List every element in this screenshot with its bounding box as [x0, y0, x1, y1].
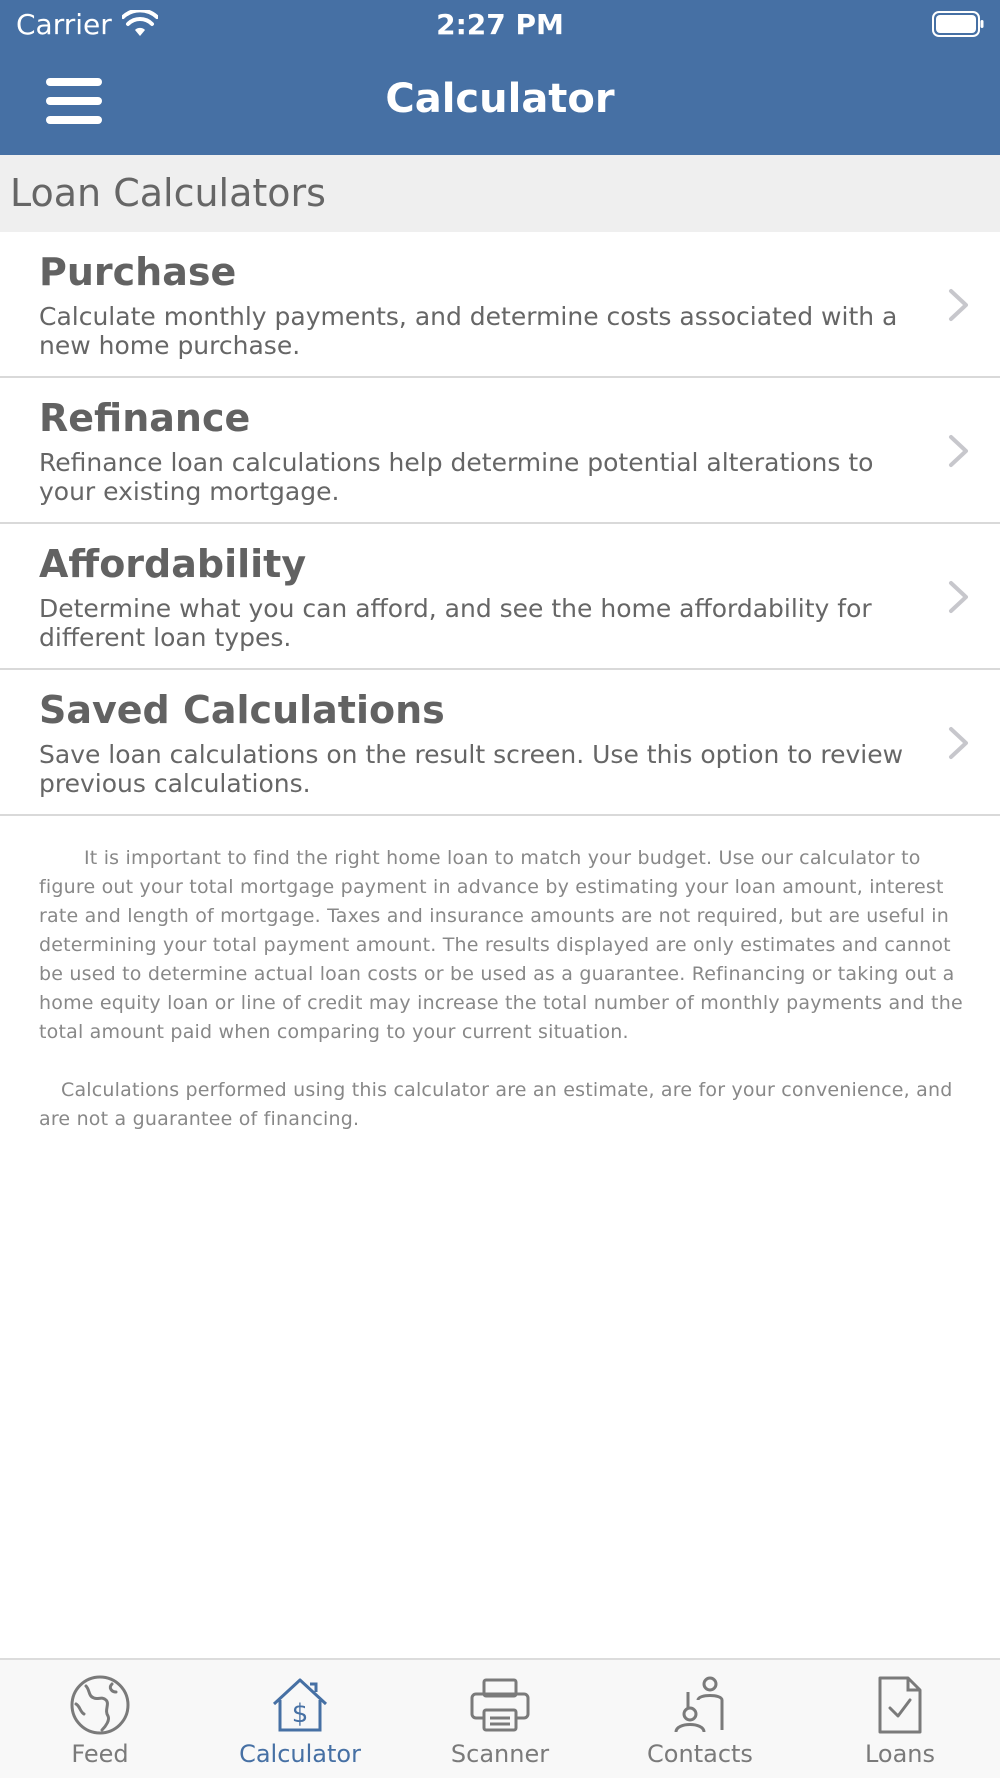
- tab-label: Scanner: [450, 1740, 550, 1768]
- section-title: Loan Calculators: [10, 171, 326, 215]
- tab-loans[interactable]: [800, 1660, 1000, 1778]
- tab-calculator[interactable]: [200, 1660, 400, 1778]
- house-dollar-icon: [268, 1674, 332, 1736]
- status-time: 2:27 PM: [436, 8, 564, 41]
- chevron-right-icon: [948, 288, 970, 322]
- list-item-description: Refinance loan calculations help determine potential alterations to your existing mortgage.: [39, 448, 874, 506]
- list-item-title: Purchase: [39, 250, 237, 294]
- list-item-description: Calculate monthly payments, and determine costs associated with a new home purchase.: [39, 302, 898, 360]
- tab-scanner[interactable]: [400, 1660, 600, 1778]
- list-item-description: Save loan calculations on the result screen. Use this option to review previous calculations.: [39, 740, 904, 798]
- list-item-refinance[interactable]: [0, 378, 1000, 524]
- tab-label: Calculator: [239, 1740, 361, 1768]
- tab-contacts[interactable]: [600, 1660, 800, 1778]
- battery-icon: [932, 11, 984, 37]
- carrier-label: Carrier: [16, 8, 112, 41]
- globe-icon: [68, 1674, 132, 1736]
- calculator-list: [0, 232, 1000, 816]
- list-item-description: Determine what you can afford, and see the home affordability for different loan types.: [39, 594, 872, 652]
- list-item-saved-calculations[interactable]: [0, 670, 1000, 816]
- disclaimer-paragraph: It is important to find the right home loan to match your budget. Use our calculator to figure out your total mortgage payment in advance by estimating your loan amount, interest rate and length of mortgage. Taxes and insurance amounts are not required, but are useful in determining your total payment amount. The results displayed are only estimates and cannot be used to determine actual loan costs or be used as a guarantee. Refinancing or taking out a home equity loan or line of credit may increase the total number of monthly payments and the total amount paid when comparing to your current situation.: [39, 847, 963, 1043]
- tab-label: Feed: [71, 1740, 129, 1768]
- page-title: Calculator: [385, 76, 615, 122]
- tab-bar: [0, 1658, 1000, 1778]
- section-header: [0, 155, 1000, 232]
- tab-label: Loans: [864, 1740, 936, 1768]
- disclaimer: [39, 844, 969, 1163]
- printer-icon: [468, 1674, 532, 1736]
- top-bar: [0, 0, 1000, 155]
- tab-label: Contacts: [647, 1740, 753, 1768]
- list-item-title: Affordability: [39, 542, 307, 586]
- list-item-title: Saved Calculations: [39, 688, 445, 732]
- status-bar: [0, 0, 1000, 50]
- chevron-right-icon: [948, 434, 970, 468]
- list-item-title: Refinance: [39, 396, 251, 440]
- document-check-icon: [868, 1674, 932, 1736]
- contacts-icon: [668, 1674, 732, 1736]
- list-item-purchase[interactable]: [0, 232, 1000, 378]
- chevron-right-icon: [948, 580, 970, 614]
- svg-text:$: $: [291, 1699, 309, 1729]
- list-item-affordability[interactable]: [0, 524, 1000, 670]
- disclaimer-paragraph: Calculations performed using this calculator are an estimate, are for your convenience, and are not a guarantee of financing.: [39, 1079, 953, 1130]
- chevron-right-icon: [948, 726, 970, 760]
- tab-feed[interactable]: [0, 1660, 200, 1778]
